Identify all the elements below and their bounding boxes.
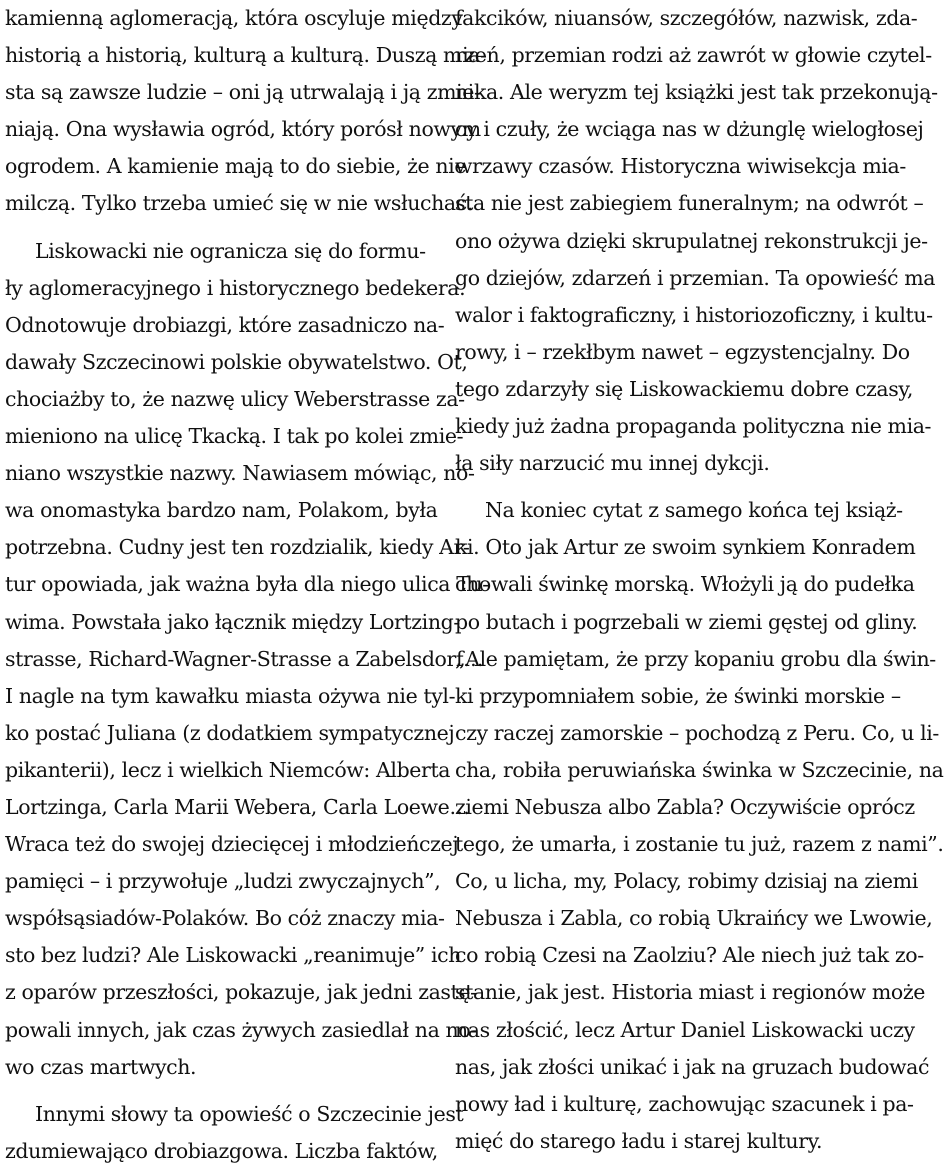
text-line: rowy, i – rzekłbym nawet – egzystencjalny. Do: [455, 339, 910, 364]
text-line: dawały Szczecinowi polskie obywatelstwo. Ot,: [5, 349, 468, 374]
text-line: rzeń, przemian rodzi aż zawrót w głowie czytel-: [455, 43, 932, 68]
text-line: wo czas martwych.: [5, 1054, 197, 1079]
text-line: Co, u licha, my, Polacy, robimy dzisiaj na ziemi: [455, 869, 918, 894]
text-line: sta są zawsze ludzie – oni ją utrwalają i ją zmie-: [5, 80, 481, 105]
text-line: walor i faktograficzny, i historiozoficzny, i kultu-: [455, 302, 933, 327]
text-line: chowali świnkę morską. Włożyli ją do pudełka: [455, 572, 915, 597]
text-line: go dziejów, zdarzeń i przemian. Ta opowieść ma: [455, 265, 936, 290]
text-line: ogrodem. A kamienie mają to do siebie, że nie: [5, 154, 467, 179]
text-line: z oparów przeszłości, pokazuje, jak jedni zastę-: [5, 980, 477, 1005]
text-line: strasse, Richard-Wagner-Strasse a Zabelsdorf…: [5, 646, 484, 671]
text-line: powali innych, jak czas żywych zasiedlał na no-: [5, 1017, 477, 1042]
text-line: wa onomastyka bardzo nam, Polakom, była: [5, 498, 438, 523]
text-line: co robią Czesi na Zaolziu? Ale niech już tak zo-: [455, 943, 924, 968]
text-line: wima. Powstała jako łącznik między Lortzing-: [5, 609, 460, 634]
text-line: nas złościć, lecz Artur Daniel Liskowacki uczy: [455, 1017, 915, 1042]
paragraph-1: [5, 0, 487, 223]
text-line: pamięci – i przywołuje „ludzi zwyczajnych”,: [5, 869, 441, 894]
text-line: cha, robiła peruwiańska świnka w Szczecinie, na: [455, 757, 944, 782]
paragraph-gap: [455, 482, 893, 492]
text-line: I nagle na tym kawałku miasta ożywa nie tyl-: [5, 683, 456, 708]
text-line: po butach i pogrzebali w ziemi gęstej od gliny.: [455, 609, 918, 634]
text-line: Odnotowuje drobiazgi, które zasadniczo na-: [5, 312, 445, 337]
text-line: sta nie jest zabiegiem funeralnym; na odwrót –: [455, 191, 924, 216]
paragraph-gap: [5, 1086, 437, 1096]
paragraph-3: [5, 1096, 464, 1170]
text-line: potrzebna. Cudny jest ten rozdzialik, kiedy Ar-: [5, 535, 470, 560]
text-line: ki. Oto jak Artur ze swoim synkiem Konradem: [455, 535, 916, 560]
text-line: ły aglomeracyjnego i historycznego bedekera.: [5, 275, 466, 300]
text-line: nika. Ale weryzm tej książki jest tak przekonują-: [455, 80, 938, 105]
text-line: mięć do starego ładu i starej kultury.: [455, 1128, 823, 1153]
text-line: nowy ład i kulturę, zachowując szacunek i pa-: [455, 1091, 914, 1116]
paragraph-gap: [5, 223, 437, 233]
text-line: Na koniec cytat z samego końca tej książ-: [485, 498, 903, 523]
right-column: [455, 0, 944, 1160]
text-line: stanie, jak jest. Historia miast i regionów może: [455, 980, 925, 1005]
text-line: chociażby to, że nazwę ulicy Weberstrasse za-: [5, 386, 465, 411]
text-line: tego, że umarła, i zostanie tu już, razem z nami”.: [455, 832, 944, 857]
text-line: mieniono na ulicę Tkacką. I tak po kolei zmie-: [5, 424, 464, 449]
text-line: cy i czuły, że wciąga nas w dżunglę wielogłosej: [455, 117, 924, 142]
text-line: czy raczej zamorskie – pochodzą z Peru. Co, u li-: [455, 720, 939, 745]
text-line: sto bez ludzi? Ale Liskowacki „reanimuje” ich: [5, 943, 462, 968]
text-line: kamienną aglomeracją, która oscyluje między: [5, 6, 463, 30]
text-line: ziemi Nebusza albo Zabla? Oczywiście oprócz: [455, 794, 915, 819]
text-line: współsąsiadów-Polaków. Bo cóż znaczy mia-: [5, 906, 445, 931]
paragraph-4: [455, 0, 938, 482]
text-line: tego zdarzyły się Liskowackiemu dobre czasy,: [455, 376, 913, 401]
text-line: fakcików, niuansów, szczegółów, nazwisk, zda-: [455, 6, 918, 30]
text-line: Liskowacki nie ogranicza się do formu-: [35, 238, 426, 263]
text-line: kiedy już żadna propaganda polityczna nie mia-: [455, 414, 932, 439]
text-line: „Ale pamiętam, że przy kopaniu grobu dla świn-: [455, 646, 936, 671]
text-line: niano wszystkie nazwy. Nawiasem mówiąc, no-: [5, 461, 475, 486]
paragraph-5: [455, 492, 944, 1160]
text-line: tur opowiada, jak ważna była dla niego ulica Tu-: [5, 572, 489, 597]
text-line: historią a historią, kulturą a kulturą. Duszą mia-: [5, 43, 487, 68]
text-line: Innymi słowy ta opowieść o Szczecinie jest: [35, 1101, 464, 1126]
paragraph-2: [5, 233, 489, 1086]
text-line: ła siły narzucić mu innej dykcji.: [455, 451, 770, 476]
text-line: pikanterii), lecz i wielkich Niemców: Alberta: [5, 757, 451, 782]
text-line: ki przypomniałem sobie, że świnki morskie –: [455, 683, 901, 708]
text-line: niają. Ona wysławia ogród, który porósł nowym: [5, 117, 481, 142]
left-column: [5, 0, 489, 1170]
text-line: Nebusza i Zabla, co robią Ukraińcy we Lwowie,: [455, 906, 933, 931]
text-line: zdumiewająco drobiazgowa. Liczba faktów,: [5, 1138, 438, 1163]
text-line: wrzawy czasów. Historyczna wiwisekcja mia-: [455, 154, 906, 179]
text-line: Lortzinga, Carla Marii Webera, Carla Loewe…: [5, 794, 470, 819]
text-line: Wraca też do swojej dziecięcej i młodzieńczej: [5, 832, 459, 857]
text-line: milczą. Tylko trzeba umieć się w nie wsłuchać.: [5, 191, 473, 216]
text-line: ko postać Juliana (z dodatkiem sympatycznej: [5, 720, 455, 745]
text-line: nas, jak złości unikać i jak na gruzach budować: [455, 1054, 930, 1079]
text-line: ono ożywa dzięki skrupulatnej rekonstrukcji je-: [455, 228, 928, 253]
